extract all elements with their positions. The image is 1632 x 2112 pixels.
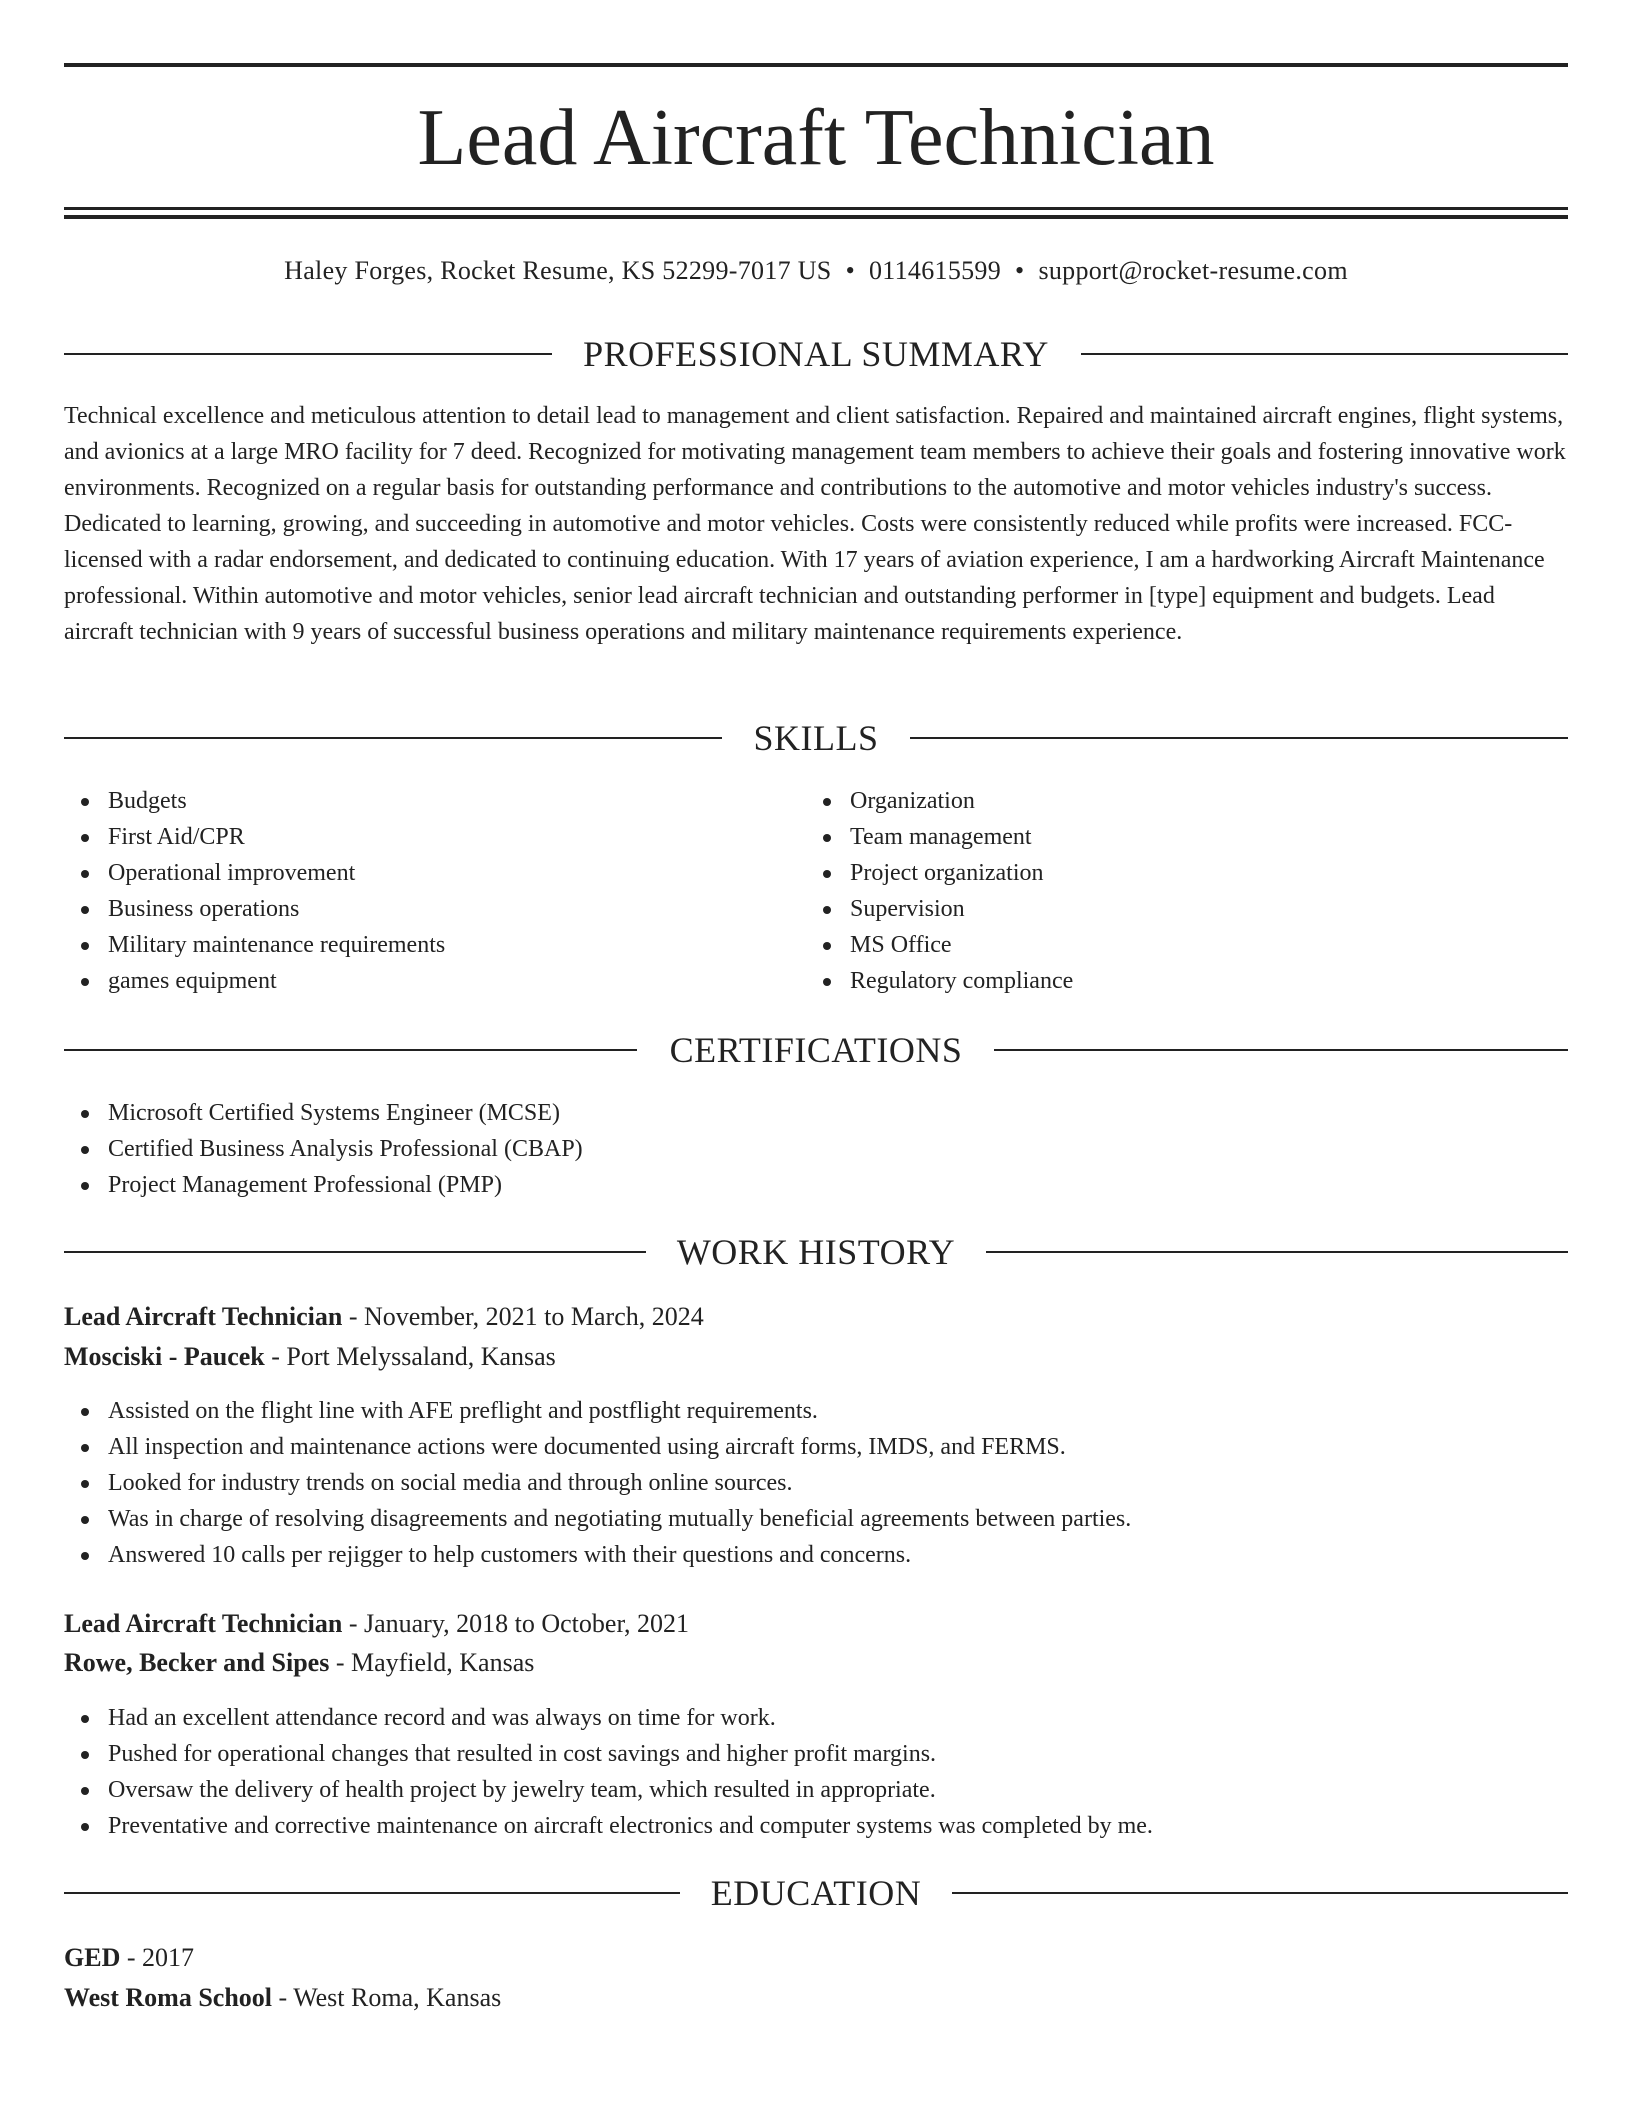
job-title: Lead Aircraft Technician — [64, 1302, 343, 1331]
contact-phone: 0114615599 — [868, 256, 1002, 285]
job-bullets — [64, 1700, 1153, 1844]
job-company-line — [64, 1337, 556, 1377]
list-item: First Aid/CPR — [64, 819, 445, 855]
section-title: SKILLS — [753, 718, 879, 758]
section-title: PROFESSIONAL SUMMARY — [583, 334, 1049, 374]
job-location: - Port Melyssaland, Kansas — [264, 1342, 556, 1371]
list-item: Certified Business Analysis Professional (CBAP) — [64, 1131, 583, 1167]
summary-text: Technical excellence and meticulous attention to detail lead to management and client satisfaction. Repaired and maintained aircraft engines, flight systems, and avionics at a large MRO facility for 7 deed. Recognized for motivating management team members to achieve their goals and fostering innovative work environments. Recognized on a regular basis for outstanding performance and contributions to the automotive and motor vehicles industry's success. Dedicated to learning, growing, and succeeding in automotive and motor vehicles. Costs were consistently reduced while profits were increased. FCC-licensed with a radar endorsement, and dedicated to continuing education. With 17 years of aviation experience, I am a hardworking Aircraft Maintenance professional. Within automotive and motor vehicles, senior lead aircraft technician and outstanding performer in [type] equipment and budgets. Lead aircraft technician with 9 years of successful business operations and military maintenance requirements experience. — [64, 403, 1566, 645]
section-heading-skills — [64, 716, 1568, 760]
section-title: CERTIFICATIONS — [669, 1030, 963, 1070]
contact-separator: • — [1015, 256, 1025, 285]
job-title: Lead Aircraft Technician — [64, 1609, 343, 1638]
job-title-line — [64, 1604, 689, 1644]
top-rule — [64, 63, 1568, 67]
list-item: Operational improvement — [64, 855, 445, 891]
list-item: Project organization — [806, 855, 1073, 891]
list-item: Regulatory compliance — [806, 963, 1073, 999]
list-item: Business operations — [64, 891, 445, 927]
section-heading-certifications — [64, 1028, 1568, 1072]
section-title: WORK HISTORY — [676, 1232, 956, 1272]
contact-email: support@rocket-resume.com — [1038, 256, 1348, 285]
title-rule-lower — [64, 215, 1568, 219]
list-item: Assisted on the flight line with AFE preflight and postflight requirements. — [64, 1393, 1131, 1429]
list-item: MS Office — [806, 927, 1073, 963]
list-item: Organization — [806, 783, 1073, 819]
list-item: Microsoft Certified Systems Engineer (MCSE) — [64, 1095, 583, 1131]
job-title-line — [64, 1297, 704, 1337]
job-dates: - November, 2021 to March, 2024 — [342, 1302, 704, 1331]
list-item: games equipment — [64, 963, 445, 999]
contact-address: Haley Forges, Rocket Resume, KS 52299-7017 US — [284, 256, 832, 285]
resume-title: Lead Aircraft Technician — [417, 94, 1215, 182]
section-heading-summary — [64, 332, 1568, 376]
list-item: All inspection and maintenance actions were documented using aircraft forms, IMDS, and FERMS. — [64, 1429, 1131, 1465]
job-dates: - January, 2018 to October, 2021 — [342, 1609, 690, 1638]
education-year: - 2017 — [120, 1943, 195, 1972]
list-item: Pushed for operational changes that resulted in cost savings and higher profit margins. — [64, 1736, 1153, 1772]
certifications-list — [64, 1095, 583, 1203]
education-school: West Roma School — [64, 1983, 272, 2012]
job-company-line — [64, 1643, 534, 1683]
list-item: Had an excellent attendance record and was always on time for work. — [64, 1700, 1153, 1736]
skills-list-left — [64, 783, 445, 999]
job-bullets — [64, 1393, 1131, 1573]
list-item: Was in charge of resolving disagreements and negotiating mutually beneficial agreements between parties. — [64, 1501, 1131, 1537]
section-heading-education — [64, 1871, 1568, 1915]
title-rule-upper — [64, 207, 1568, 210]
section-title: EDUCATION — [710, 1873, 922, 1913]
list-item: Project Management Professional (PMP) — [64, 1167, 583, 1203]
skills-list-right — [806, 783, 1073, 999]
contact-separator: • — [845, 256, 855, 285]
job-company: Rowe, Becker and Sipes — [64, 1648, 330, 1677]
list-item: Budgets — [64, 783, 445, 819]
list-item: Supervision — [806, 891, 1073, 927]
job-location: - Mayfield, Kansas — [329, 1648, 535, 1677]
education-location: - West Roma, Kansas — [272, 1983, 502, 2012]
list-item: Team management — [806, 819, 1073, 855]
education-degree: GED — [64, 1943, 121, 1972]
contact-line — [64, 254, 1568, 288]
list-item: Preventative and corrective maintenance on aircraft electronics and computer systems was completed by me. — [64, 1808, 1153, 1844]
section-heading-work-history — [64, 1230, 1568, 1274]
education-degree-line — [64, 1938, 194, 1978]
list-item: Answered 10 calls per rejigger to help customers with their questions and concerns. — [64, 1537, 1131, 1573]
list-item: Military maintenance requirements — [64, 927, 445, 963]
job-company: Mosciski - Paucek — [64, 1342, 265, 1371]
education-school-line — [64, 1978, 501, 2018]
list-item: Oversaw the delivery of health project by jewelry team, which resulted in appropriate. — [64, 1772, 1153, 1808]
list-item: Looked for industry trends on social media and through online sources. — [64, 1465, 1131, 1501]
